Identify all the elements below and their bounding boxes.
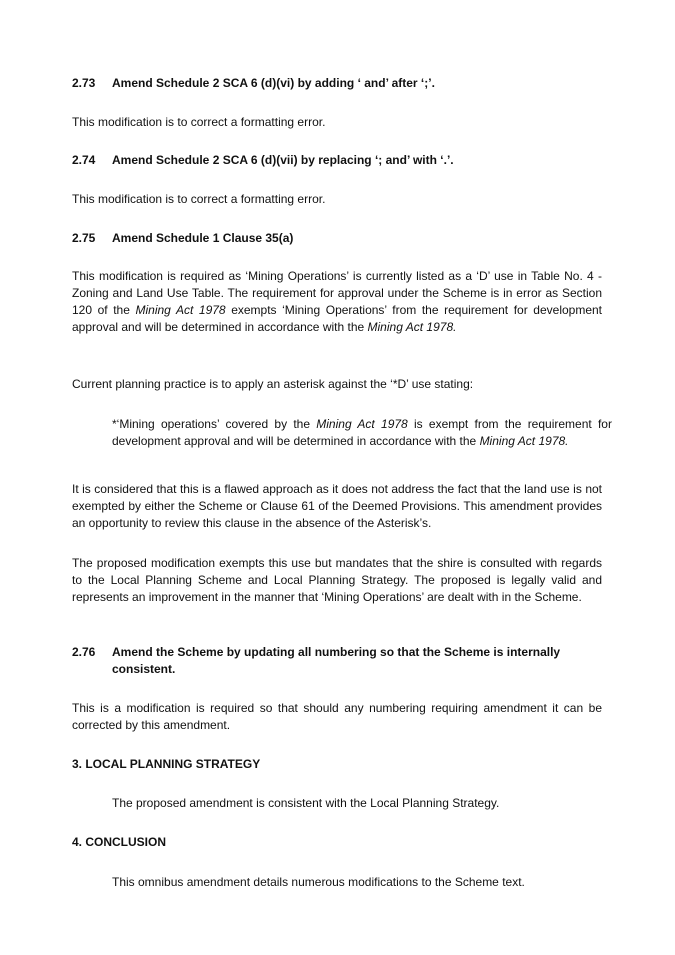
- heading-local-planning-strategy: 3. LOCAL PLANNING STRATEGY: [72, 757, 261, 771]
- text-run: This modification is required as ‘Mining Operations’ is currently listed as a ‘D’ use in Table No. 4 - Zoning and Land Use Table. The requirement for approval under the Scheme is in error as Section 120 of the: [72, 269, 602, 317]
- paragraph-2-75-intro: [72, 268, 602, 336]
- paragraph-proposed-modification: The proposed modification exempts this use but mandates that the shire is consulted with regards to the Local Planning Scheme and Local Planning Strategy. The proposed is legally valid and represents an improvement in the manner that ‘Mining Operations’ are dealt with in the Scheme.: [72, 556, 602, 604]
- quoted-asterisk-text: [72, 416, 612, 450]
- paragraph-current-practice: Current planning practice is to apply an asterisk against the ‘*D’ use stating:: [72, 377, 474, 391]
- text-run: exempts ‘Mining Operations’ from the requirement for development approval and will be determined in accordance with the: [72, 303, 603, 334]
- heading-2-76: [72, 644, 602, 678]
- text-run: *‘Mining operations’ covered by the: [112, 417, 317, 431]
- heading-2-74: [72, 152, 602, 169]
- paragraph-conclusion: This omnibus amendment details numerous modifications to the Scheme text.: [112, 875, 525, 889]
- section-title: Amend the Scheme by updating all numbering so that the Scheme is internally consistent.: [112, 645, 561, 676]
- paragraph-local-planning-strategy: The proposed amendment is consistent with the Local Planning Strategy.: [112, 796, 500, 810]
- act-title: Mining Act 1978: [316, 417, 408, 431]
- section-title: Amend Schedule 1 Clause 35(a): [112, 231, 294, 245]
- text-run: is exempt from the requirement for development approval and will be determined in accordance with the: [112, 417, 612, 448]
- section-number: 2.76: [72, 645, 96, 659]
- section-number: 2.75: [72, 231, 96, 245]
- paragraph-2-76: This is a modification is required so that should any numbering requiring amendment it can be corrected by this amendment.: [72, 701, 602, 732]
- section-number: 2.73: [72, 76, 96, 90]
- heading-conclusion: 4. CONCLUSION: [72, 835, 167, 849]
- section-title: Amend Schedule 2 SCA 6 (d)(vi) by adding ‘ and’ after ‘;’.: [112, 76, 435, 90]
- act-title: Mining Act 1978: [135, 303, 226, 317]
- heading-2-75: [72, 230, 602, 247]
- act-title: Mining Act 1978.: [479, 434, 569, 448]
- section-number: 2.74: [72, 153, 96, 167]
- paragraph-2-74: This modification is to correct a formatting error.: [72, 192, 326, 206]
- paragraph-2-73: This modification is to correct a formatting error.: [72, 115, 326, 129]
- heading-2-73: [72, 75, 602, 92]
- section-title: Amend Schedule 2 SCA 6 (d)(vii) by replacing ‘; and’ with ‘.’.: [112, 153, 454, 167]
- act-title: Mining Act 1978.: [367, 320, 457, 334]
- paragraph-flawed-approach: It is considered that this is a flawed approach as it does not address the fact that the land use is not exempted by either the Scheme or Clause 61 of the Deemed Provisions. This amendment provides an opportunity to review this clause in the absence of the Asterisk’s.: [72, 482, 602, 530]
